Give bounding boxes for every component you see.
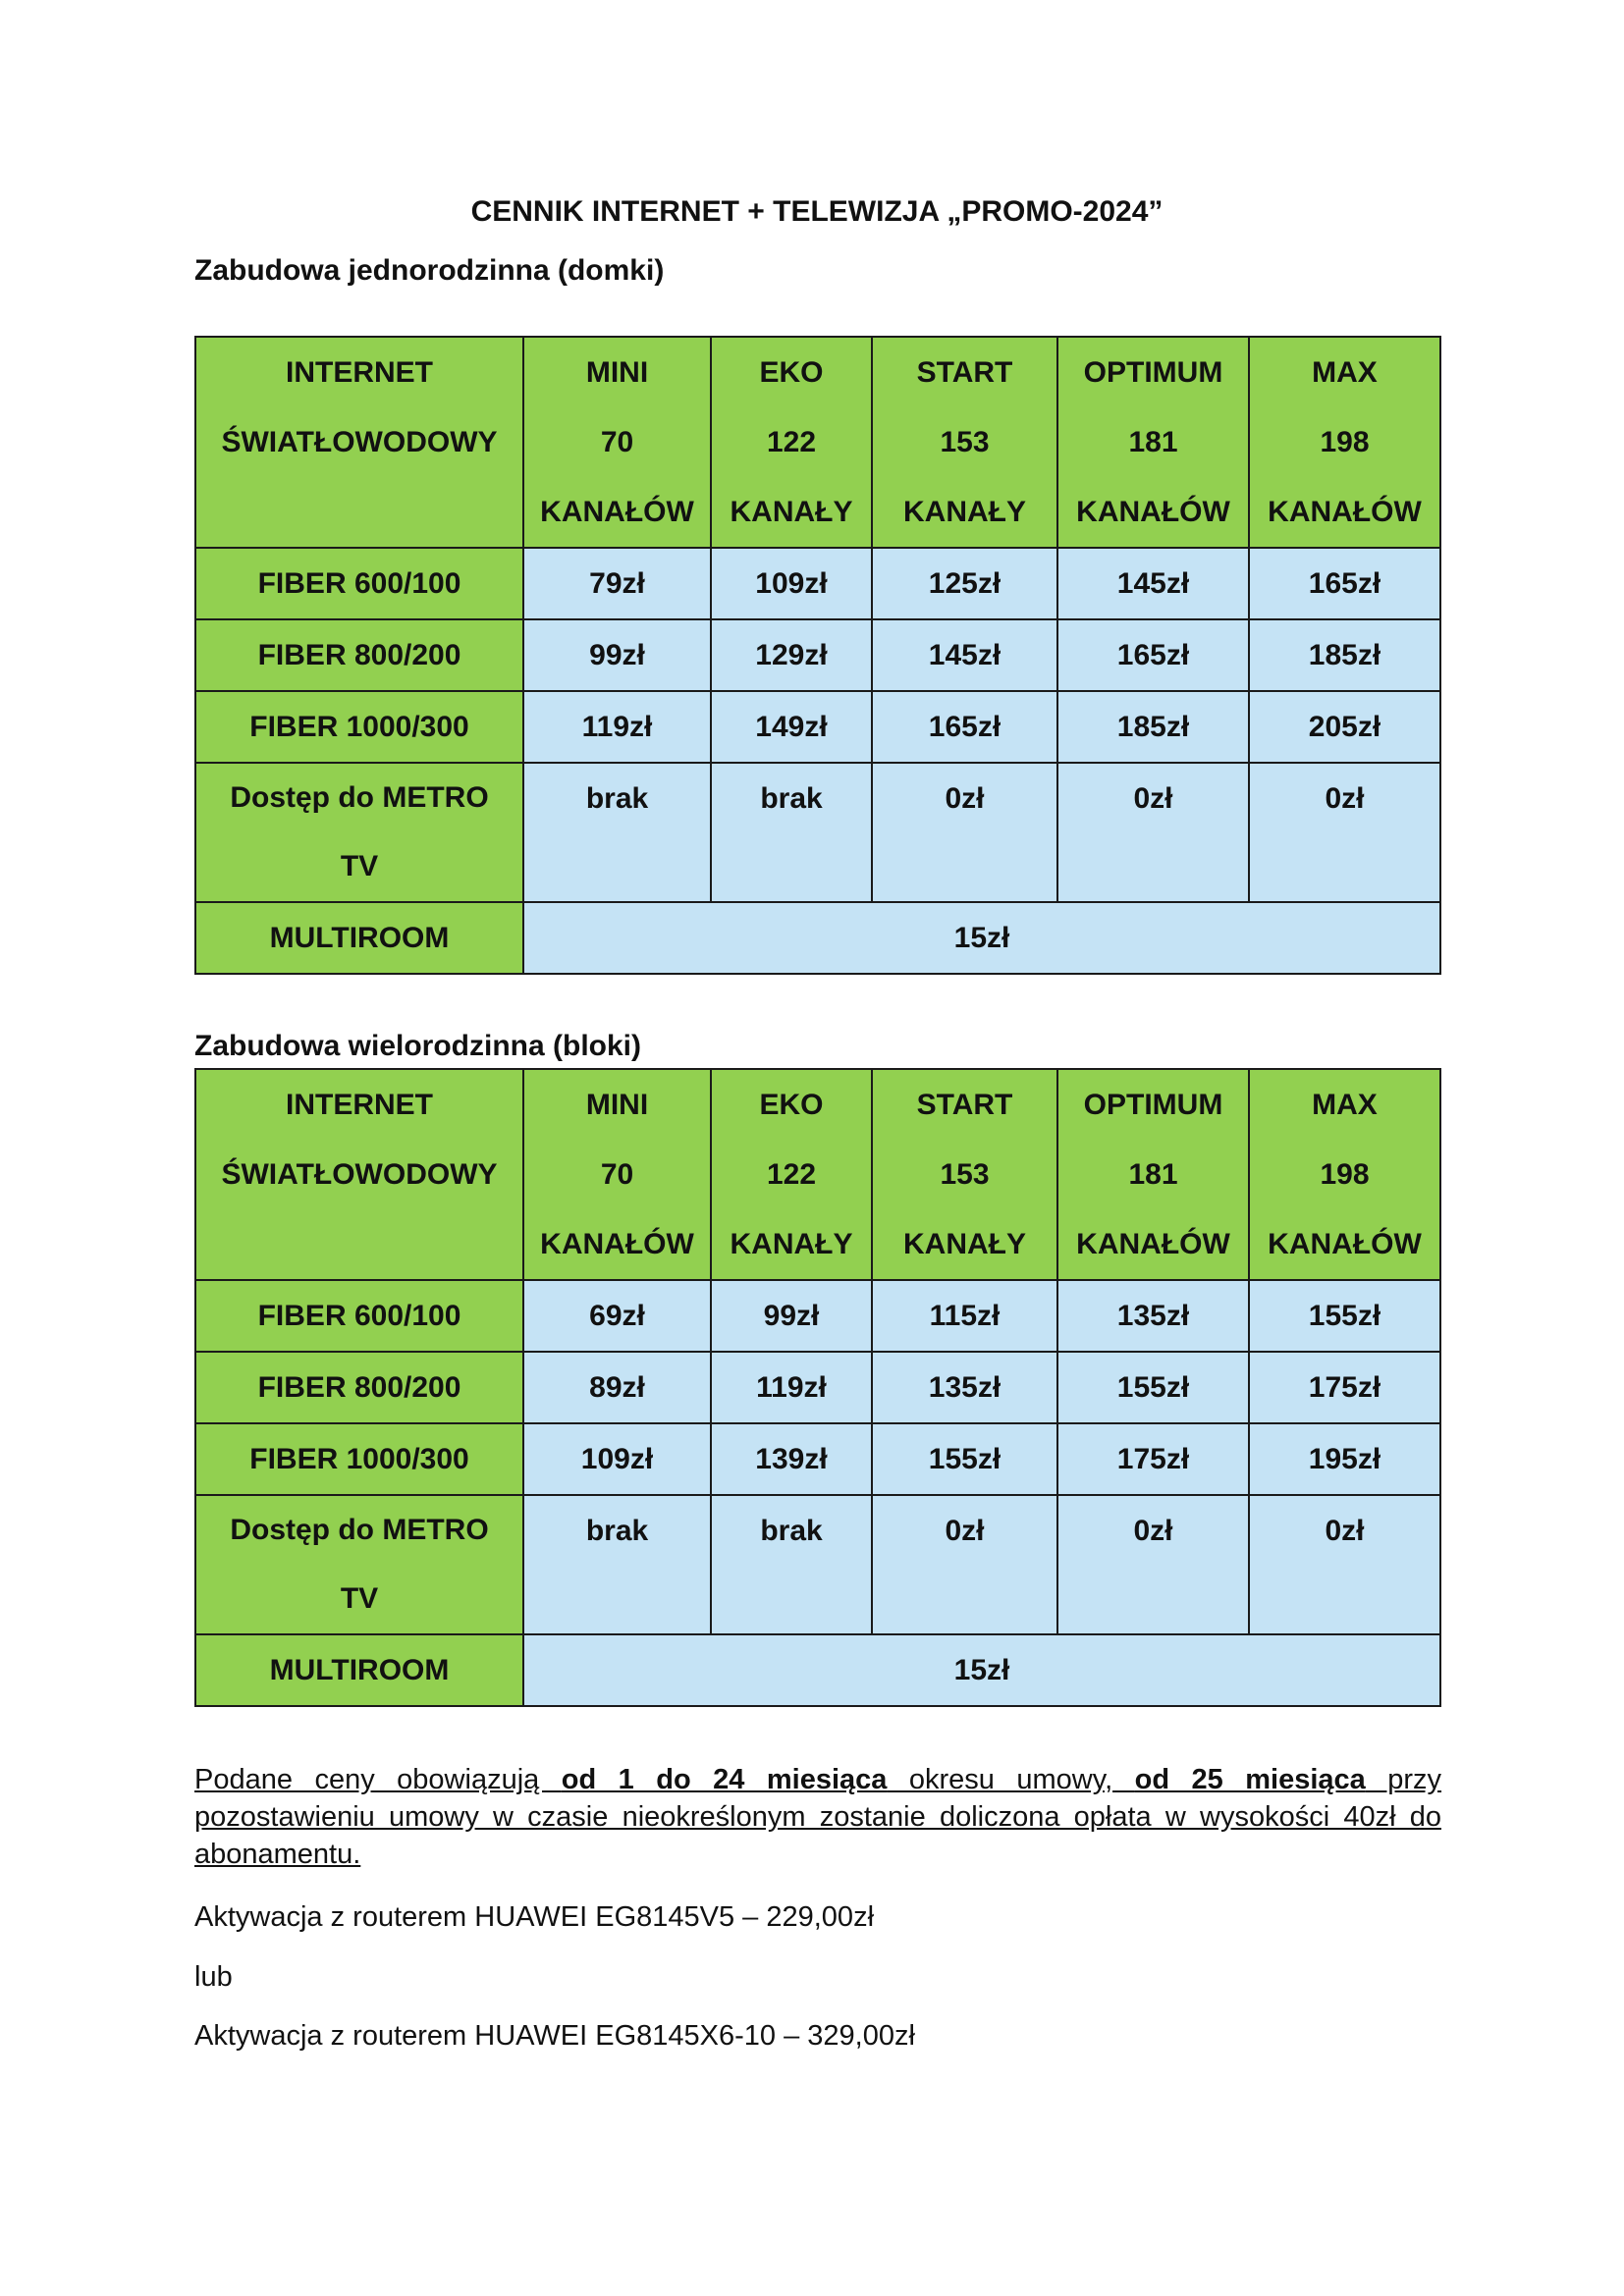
price-cell: 205zł [1249, 691, 1440, 763]
channel-count: 181 [1128, 1158, 1178, 1191]
price-cell: 155zł [1057, 1352, 1249, 1423]
price-cell: 129zł [711, 619, 872, 691]
price-cell: 185zł [1249, 619, 1440, 691]
table-row [195, 1280, 1440, 1352]
metro-cell: 0zł [1249, 763, 1440, 902]
table-row-metro [195, 1495, 1440, 1634]
row-label-metro [195, 1495, 523, 1634]
header-corner-line: INTERNET [286, 356, 433, 389]
channel-unit: KANAŁÓW [540, 496, 694, 528]
package-header-optimum [1057, 337, 1249, 548]
metro-cell: brak [523, 1495, 711, 1634]
or-separator: lub [194, 1961, 233, 1993]
table-header-row [195, 1069, 1440, 1280]
package-header-max [1249, 1069, 1440, 1280]
price-cell: 119zł [523, 691, 711, 763]
note-text: Podane ceny obowiązują [194, 1764, 562, 1795]
channel-count: 153 [940, 1158, 990, 1191]
note-bold-text: od 25 miesiąca [1134, 1764, 1366, 1795]
package-name: EKO [759, 356, 824, 389]
channel-unit: KANAŁÓW [1268, 496, 1422, 528]
header-corner-cell [195, 337, 523, 548]
activation-option-2: Aktywacja z routerem HUAWEI EG8145X6-10 – 329,00zł [194, 2020, 915, 2052]
price-cell: 165zł [1057, 619, 1249, 691]
package-header-mini [523, 337, 711, 548]
package-name: START [916, 356, 1013, 389]
price-cell: 109zł [523, 1423, 711, 1495]
channel-unit: KANAŁÓW [1076, 1228, 1230, 1260]
activation-option-1: Aktywacja z routerem HUAWEI EG8145V5 – 229,00zł [194, 1901, 875, 1933]
price-cell: 195zł [1249, 1423, 1440, 1495]
price-cell: 69zł [523, 1280, 711, 1352]
price-cell: 79zł [523, 548, 711, 619]
note-bold-text: od 1 do 24 miesiąca [561, 1764, 888, 1795]
row-label: FIBER 1000/300 [195, 1423, 523, 1495]
metro-cell: brak [523, 763, 711, 902]
price-cell: 89zł [523, 1352, 711, 1423]
price-cell: 99zł [523, 619, 711, 691]
channel-unit: KANAŁY [730, 496, 853, 528]
channel-count: 122 [766, 1158, 817, 1191]
table-row-metro [195, 763, 1440, 902]
price-cell: 125zł [872, 548, 1057, 619]
header-corner-line: ŚWIATŁOWODOWY [221, 1158, 498, 1191]
price-cell: 175zł [1057, 1423, 1249, 1495]
channel-unit: KANAŁY [903, 1228, 1026, 1260]
metro-cell: 0zł [1057, 763, 1249, 902]
row-label-metro [195, 763, 523, 902]
package-name: MINI [585, 356, 649, 389]
channel-unit: KANAŁÓW [1076, 496, 1230, 528]
price-table-houses [194, 336, 1441, 975]
package-header-eko [711, 337, 872, 548]
row-label-line: Dostęp do METRO [230, 1514, 489, 1546]
metro-cell: 0zł [1057, 1495, 1249, 1634]
section-heading-houses: Zabudowa jednorodzinna (domki) [194, 254, 665, 287]
multiroom-price: 15zł [523, 1634, 1440, 1706]
row-label: FIBER 1000/300 [195, 691, 523, 763]
channel-count: 198 [1320, 426, 1370, 458]
package-name: START [916, 1089, 1013, 1121]
row-label-multiroom: MULTIROOM [195, 902, 523, 974]
channel-unit: KANAŁY [903, 496, 1026, 528]
price-cell: 115zł [872, 1280, 1057, 1352]
section-heading-blocks: Zabudowa wielorodzinna (bloki) [194, 1030, 641, 1062]
channel-unit: KANAŁÓW [540, 1228, 694, 1260]
table-row [195, 619, 1440, 691]
price-cell: 135zł [1057, 1280, 1249, 1352]
metro-cell: 0zł [1249, 1495, 1440, 1634]
price-cell: 139zł [711, 1423, 872, 1495]
row-label: FIBER 600/100 [195, 1280, 523, 1352]
package-header-optimum [1057, 1069, 1249, 1280]
price-cell: 99zł [711, 1280, 872, 1352]
metro-cell: 0zł [872, 763, 1057, 902]
package-name: MAX [1312, 1089, 1378, 1121]
price-cell: 145zł [1057, 548, 1249, 619]
note-text: okresu umowy, [887, 1764, 1135, 1795]
package-name: OPTIMUM [1083, 356, 1223, 389]
table-row [195, 691, 1440, 763]
price-cell: 119zł [711, 1352, 872, 1423]
channel-unit: KANAŁY [730, 1228, 853, 1260]
row-label-multiroom: MULTIROOM [195, 1634, 523, 1706]
table-row [195, 1352, 1440, 1423]
price-cell: 109zł [711, 548, 872, 619]
price-cell: 175zł [1249, 1352, 1440, 1423]
row-label-line: TV [340, 1582, 379, 1615]
table-row-multiroom [195, 1634, 1440, 1706]
multiroom-price: 15zł [523, 902, 1440, 974]
channel-count: 198 [1320, 1158, 1370, 1191]
channel-count: 153 [940, 426, 990, 458]
price-table-blocks [194, 1068, 1441, 1707]
price-cell: 165zł [1249, 548, 1440, 619]
metro-cell: brak [711, 763, 872, 902]
package-header-max [1249, 337, 1440, 548]
header-corner-line: INTERNET [286, 1089, 433, 1121]
channel-count: 70 [600, 1158, 634, 1191]
table-header-row [195, 337, 1440, 548]
package-name: MAX [1312, 356, 1378, 389]
document-title: CENNIK INTERNET + TELEWIZJA „PROMO-2024” [470, 195, 1164, 228]
channel-count: 181 [1128, 426, 1178, 458]
note-text: przy pozostawieniu umowy w czasie nieokreślonym zostanie doliczona opłata w wysokości 40zł do abonamentu. [194, 1764, 1442, 1870]
row-label: FIBER 800/200 [195, 619, 523, 691]
metro-cell: 0zł [872, 1495, 1057, 1634]
price-cell: 155zł [1249, 1280, 1440, 1352]
price-validity-note [194, 1761, 1441, 1873]
package-name: OPTIMUM [1083, 1089, 1223, 1121]
channel-unit: KANAŁÓW [1268, 1228, 1422, 1260]
metro-cell: brak [711, 1495, 872, 1634]
row-label-line: TV [340, 850, 379, 882]
header-corner-cell [195, 1069, 523, 1280]
row-label-line: Dostęp do METRO [230, 781, 489, 814]
price-cell: 135zł [872, 1352, 1057, 1423]
channel-count: 70 [600, 426, 634, 458]
package-header-eko [711, 1069, 872, 1280]
price-cell: 185zł [1057, 691, 1249, 763]
price-cell: 155zł [872, 1423, 1057, 1495]
header-corner-line: ŚWIATŁOWODOWY [221, 426, 498, 458]
row-label: FIBER 600/100 [195, 548, 523, 619]
package-name: MINI [585, 1089, 649, 1121]
table-row [195, 548, 1440, 619]
package-header-start [872, 337, 1057, 548]
package-name: EKO [759, 1089, 824, 1121]
package-header-mini [523, 1069, 711, 1280]
table-row [195, 1423, 1440, 1495]
price-cell: 165zł [872, 691, 1057, 763]
price-cell: 149zł [711, 691, 872, 763]
row-label: FIBER 800/200 [195, 1352, 523, 1423]
price-cell: 145zł [872, 619, 1057, 691]
table-row-multiroom [195, 902, 1440, 974]
channel-count: 122 [766, 426, 817, 458]
package-header-start [872, 1069, 1057, 1280]
